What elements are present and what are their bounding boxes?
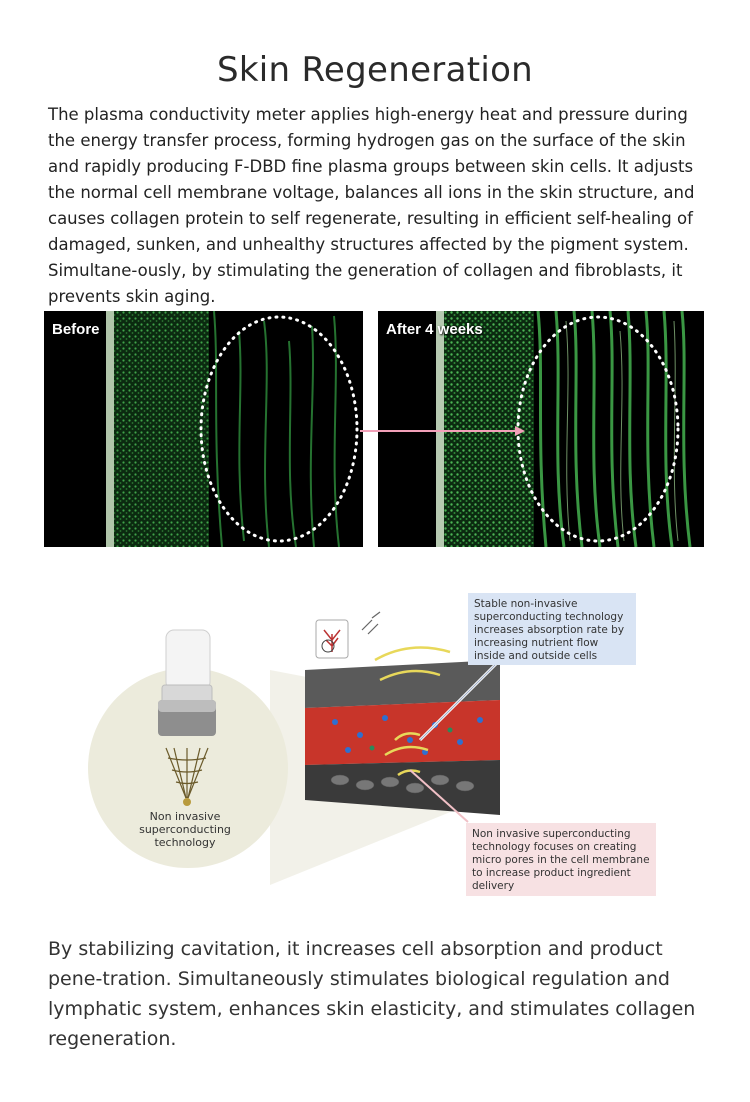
closing-paragraph: By stabilizing cavitation, it increases cell absorption and product pene-tration. Simultaneously stimulates biological regulation and lymphatic system, enhances skin elasticity, and stimulates collagen regeneration. — [48, 938, 696, 1050]
skin-cross-section — [305, 660, 500, 815]
progress-arrow — [360, 423, 525, 437]
page-title: Skin Regeneration — [216, 50, 534, 90]
callout-absorption: Stable non-invasive superconducting technology increases absorption rate by increasing nutrient flow inside and outside cells — [468, 593, 636, 665]
before-image — [44, 311, 363, 547]
before-label: Before — [52, 321, 100, 338]
before-tissue-graphic — [44, 311, 363, 547]
after-label: After 4 weeks — [386, 321, 483, 338]
callout-micro-pores: Non invasive superconducting technology focuses on creating micro pores in the cell membrane to increase product ingredient delivery — [466, 823, 656, 896]
intro-paragraph: The plasma conductivity meter applies high-energy heat and pressure during the energy transfer process, forming hydrogen gas on the surface of the skin and rapidly producing F-DBD fine plasma groups between skin cells. It adjusts the normal cell membrane voltage, balances all ions in the skin structure, and causes collagen protein to self regenerate, resulting in efficient self-healing of damaged, sunken, and unhealthy structures affected by the pigment system. Simultane-ously, by stimulating the generation of collagen and fibroblasts, it prevents skin aging. — [48, 105, 695, 306]
device-caption: Non invasive superconducting technology — [139, 810, 231, 849]
applicator-icon — [362, 612, 380, 634]
